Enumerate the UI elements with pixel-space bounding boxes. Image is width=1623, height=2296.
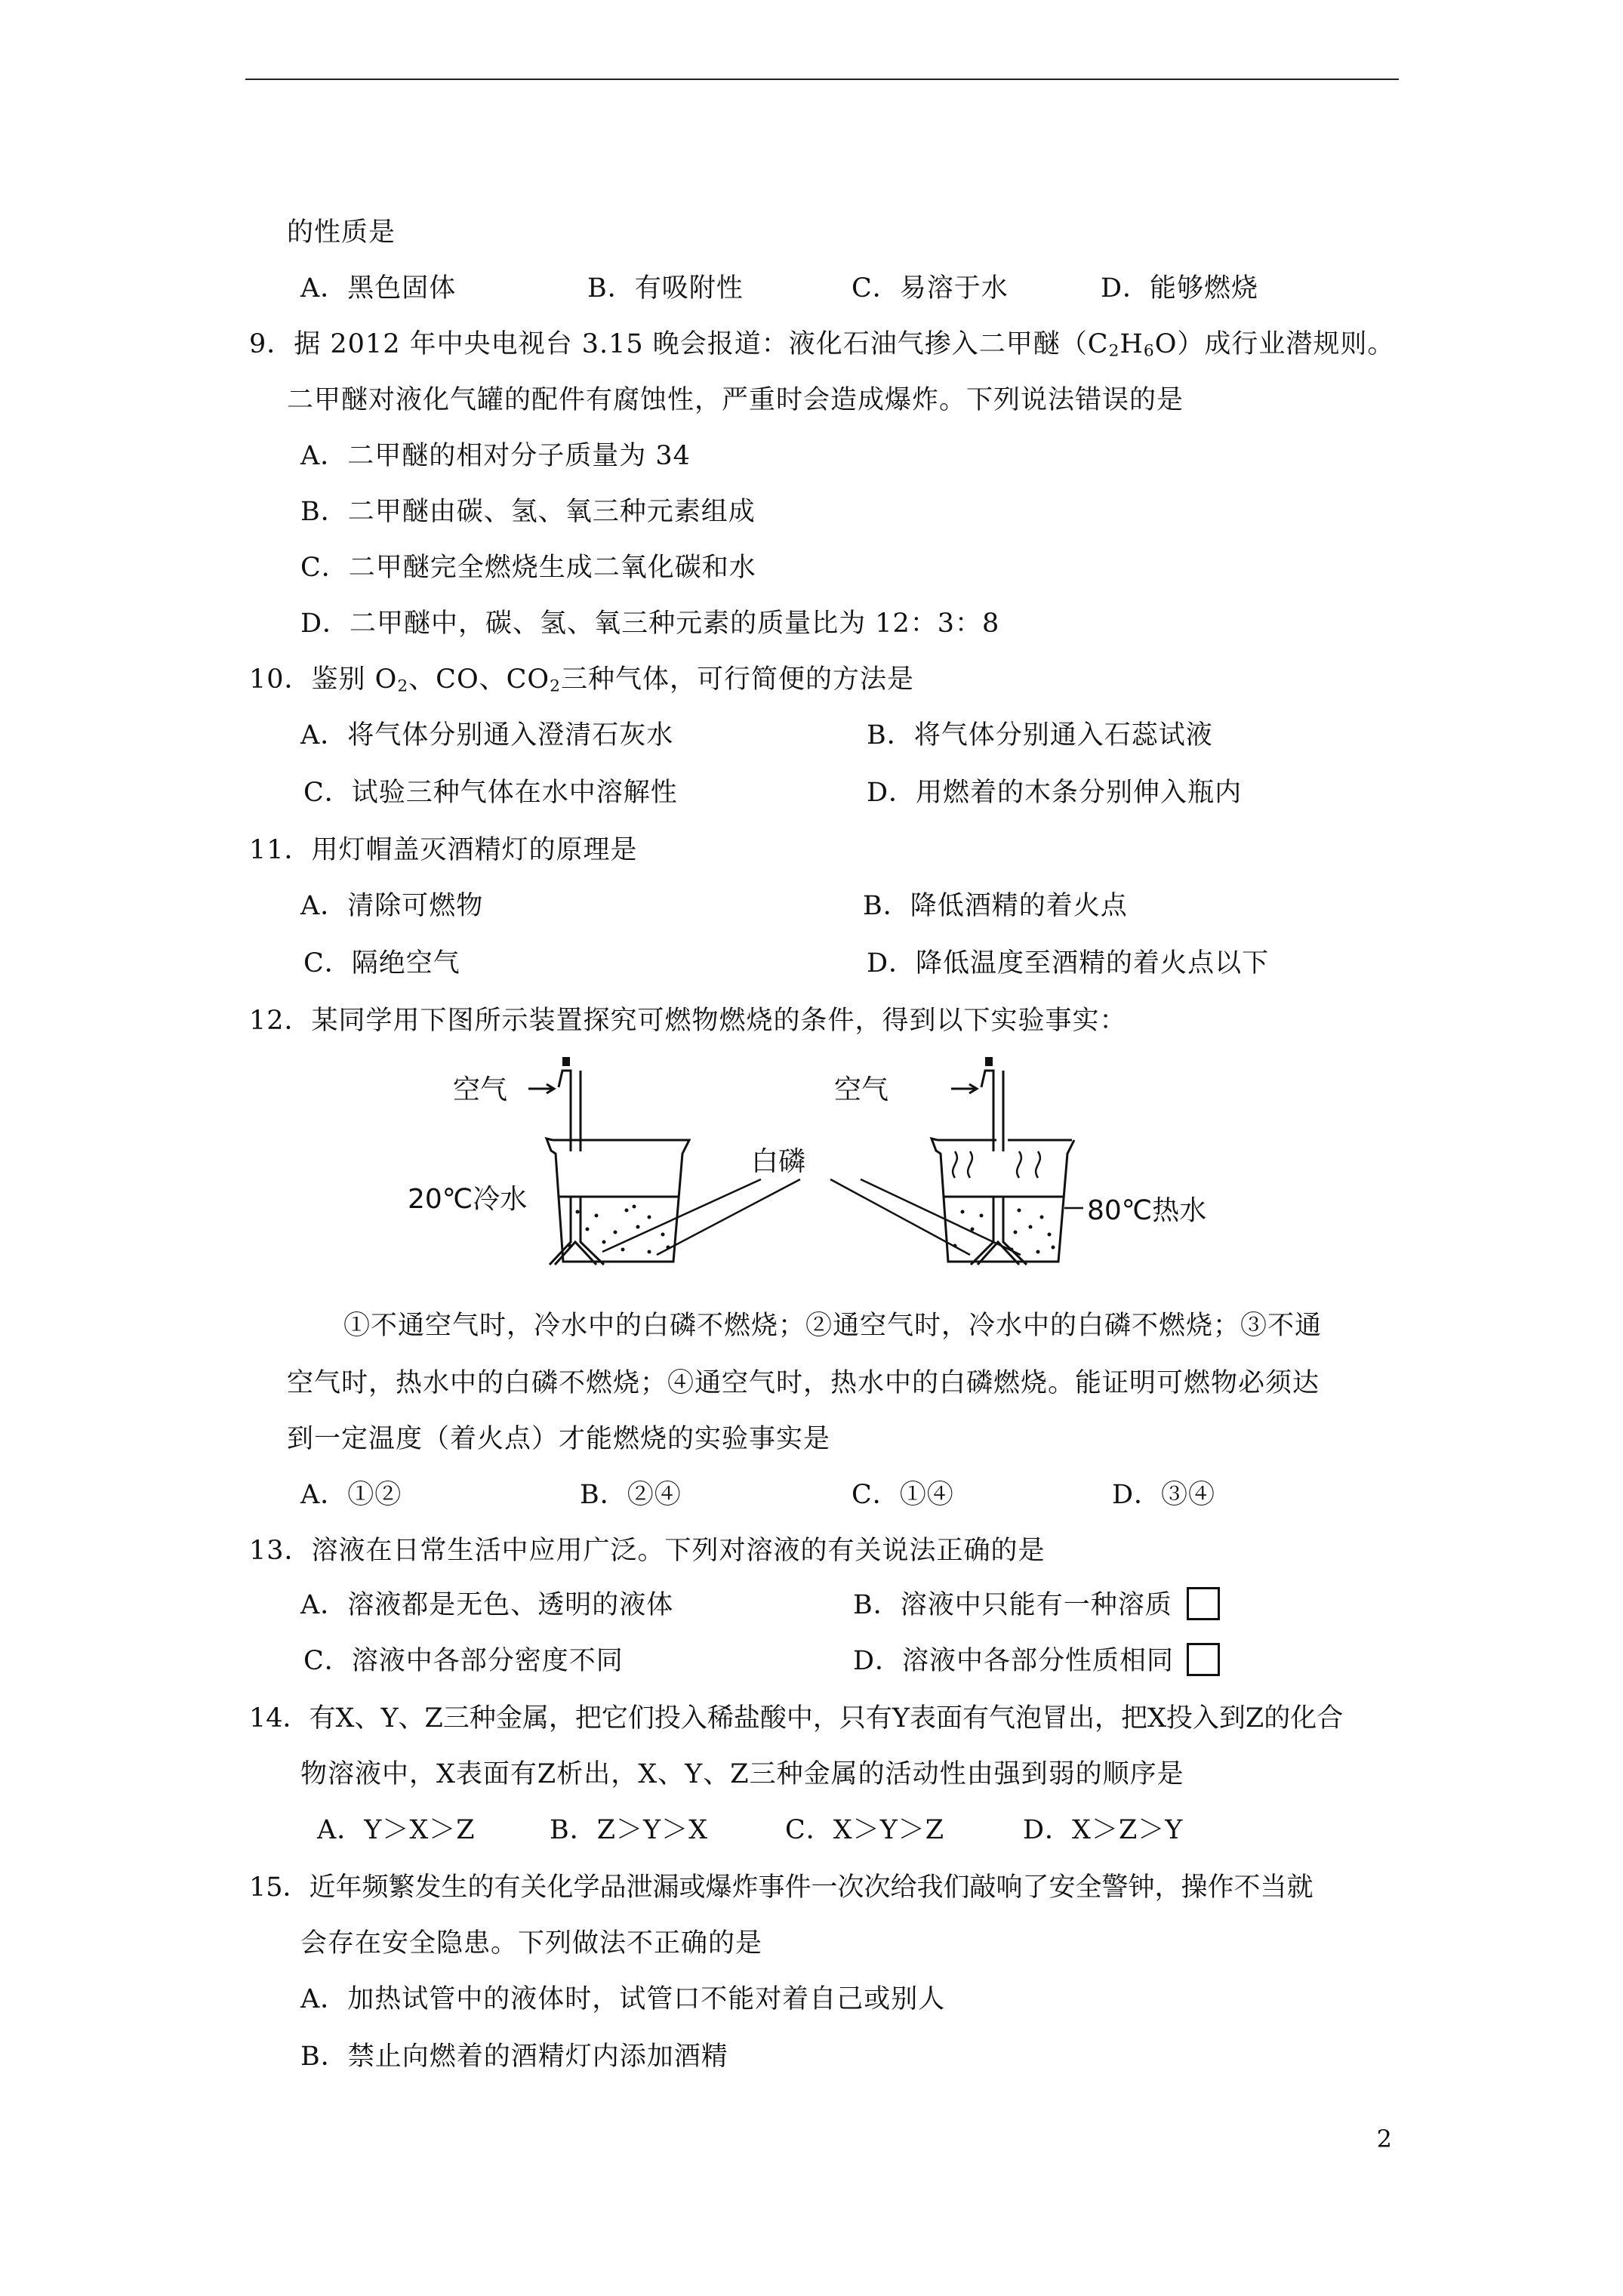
hot-water-label: 80℃热水: [1087, 1195, 1207, 1226]
q11-option-a: A．清除可燃物: [300, 891, 484, 921]
q8-stem-continuation: 的性质是: [287, 217, 396, 248]
q11-option-d: D．降低温度至酒精的着火点以下: [867, 948, 1270, 978]
q14-option-c: C．X＞Y＞Z: [785, 1815, 945, 1845]
q14-option-a: A．Y＞X＞Z: [317, 1815, 476, 1845]
q11-option-c: C．隔绝空气: [303, 948, 460, 978]
q12-paragraph-line1: ①不通空气时，冷水中的白磷不燃烧；②通空气时，冷水中的白磷不燃烧；③不通: [343, 1311, 1323, 1341]
q14-option-d: D．X＞Z＞Y: [1023, 1815, 1184, 1845]
q9-stem-line2: 二甲醚对液化气罐的配件有腐蚀性，严重时会造成爆炸。下列说法错误的是: [287, 385, 1184, 415]
white-phosphorus-label: 白磷: [751, 1146, 806, 1177]
q8-option-a: A．黑色固体: [300, 273, 457, 304]
air-label-right: 空气: [834, 1074, 889, 1105]
q13-stem: 13．溶液在日常生活中应用广泛。下列对溶液的有关说法正确的是: [249, 1536, 1046, 1566]
q13-answer-box-2: [1187, 1643, 1220, 1676]
cold-water-beaker: [547, 1057, 689, 1265]
cold-water-label: 20℃冷水: [408, 1184, 528, 1215]
q8-option-b: B．有吸附性: [587, 273, 744, 304]
q10-stem: 10．鉴别 $O_2$、CO、$CO_2$三种气体，可行简便的方法是: [249, 664, 914, 696]
q8-option-c: C．易溶于水: [852, 273, 1009, 304]
q12-option-b: B．②④: [580, 1480, 682, 1510]
cold-water-dots: [568, 1205, 670, 1254]
q13-option-b: B．溶液中只能有一种溶质: [853, 1590, 1172, 1620]
q10-option-c: C．试验三种气体在水中溶解性: [303, 778, 678, 808]
q15-option-a: A．加热试管中的液体时，试管口不能对着自己或别人: [300, 1984, 946, 2014]
q9-option-a: A．二甲醚的相对分子质量为 34: [300, 441, 691, 471]
q13-option-c: C．溶液中各部分密度不同: [303, 1646, 624, 1676]
q12-option-a: A．①②: [300, 1480, 402, 1510]
page-number: 2: [1376, 2125, 1392, 2153]
q14-stem-line2: 物溶液中，X表面有Z析出，X、Y、Z三种金属的活动性由强到弱的顺序是: [300, 1759, 1184, 1789]
q8-option-d: D．能够燃烧: [1101, 273, 1259, 304]
q10-option-d: D．用燃着的木条分别伸入瓶内: [867, 778, 1243, 808]
q13-answer-box-1: [1187, 1587, 1220, 1620]
q9-option-c: C．二甲醚完全燃烧生成二氧化碳和水: [300, 553, 756, 583]
q11-option-b: B．降低酒精的着火点: [863, 891, 1128, 921]
q9-option-b: B．二甲醚由碳、氢、氧三种元素组成: [300, 497, 756, 527]
q14-stem-line1: 14．有X、Y、Z三种金属，把它们投入稀盐酸中，只有Y表面有气泡冒出，把X投入到Z的化合: [249, 1703, 1344, 1734]
air-label-left: 空气: [453, 1074, 508, 1105]
q9-stem-line1: 9．据 2012 年中央电视台 3.15 晚会报道：液化石油气掺入二甲醚$(C_2H_6O)$成行业潜规则。: [249, 329, 1395, 361]
q15-stem-line1: 15．近年频繁发生的有关化学品泄漏或爆炸事件一次次给我们敲响了安全警钟，操作不当就: [249, 1872, 1313, 1903]
q12-stem: 12．某同学用下图所示装置探究可燃物燃烧的条件，得到以下实验事实：: [249, 1006, 1127, 1036]
q12-paragraph-line2: 空气时，热水中的白磷不燃烧；④通空气时，热水中的白磷燃烧。能证明可燃物必须达: [287, 1368, 1320, 1398]
q12-paragraph-line3: 到一定温度（着火点）才能燃烧的实验事实是: [287, 1424, 831, 1454]
q12-option-d: D．③④: [1112, 1480, 1216, 1510]
q9-option-d: D．二甲醚中，碳、氢、氧三种元素的质量比为 12：3：8: [300, 609, 1000, 639]
header-rule: [245, 79, 1399, 80]
q10-option-a: A．将气体分别通入澄清石灰水: [300, 720, 674, 750]
q12-option-c: C．①④: [852, 1480, 954, 1510]
combustion-experiment-figure: [408, 1057, 1223, 1291]
q14-option-b: B．Z＞Y＞X: [550, 1815, 709, 1845]
q10-option-b: B．将气体分别通入石蕊试液: [867, 720, 1213, 750]
q13-option-d: D．溶液中各部分性质相同: [853, 1646, 1175, 1676]
q15-option-b: B．禁止向燃着的酒精灯内添加酒精: [300, 2042, 728, 2072]
q13-option-a: A．溶液都是无色、透明的液体: [300, 1590, 674, 1620]
q15-stem-line2: 会存在安全隐患。下列做法不正确的是: [300, 1928, 763, 1959]
q11-stem: 11．用灯帽盖灭酒精灯的原理是: [249, 835, 638, 865]
